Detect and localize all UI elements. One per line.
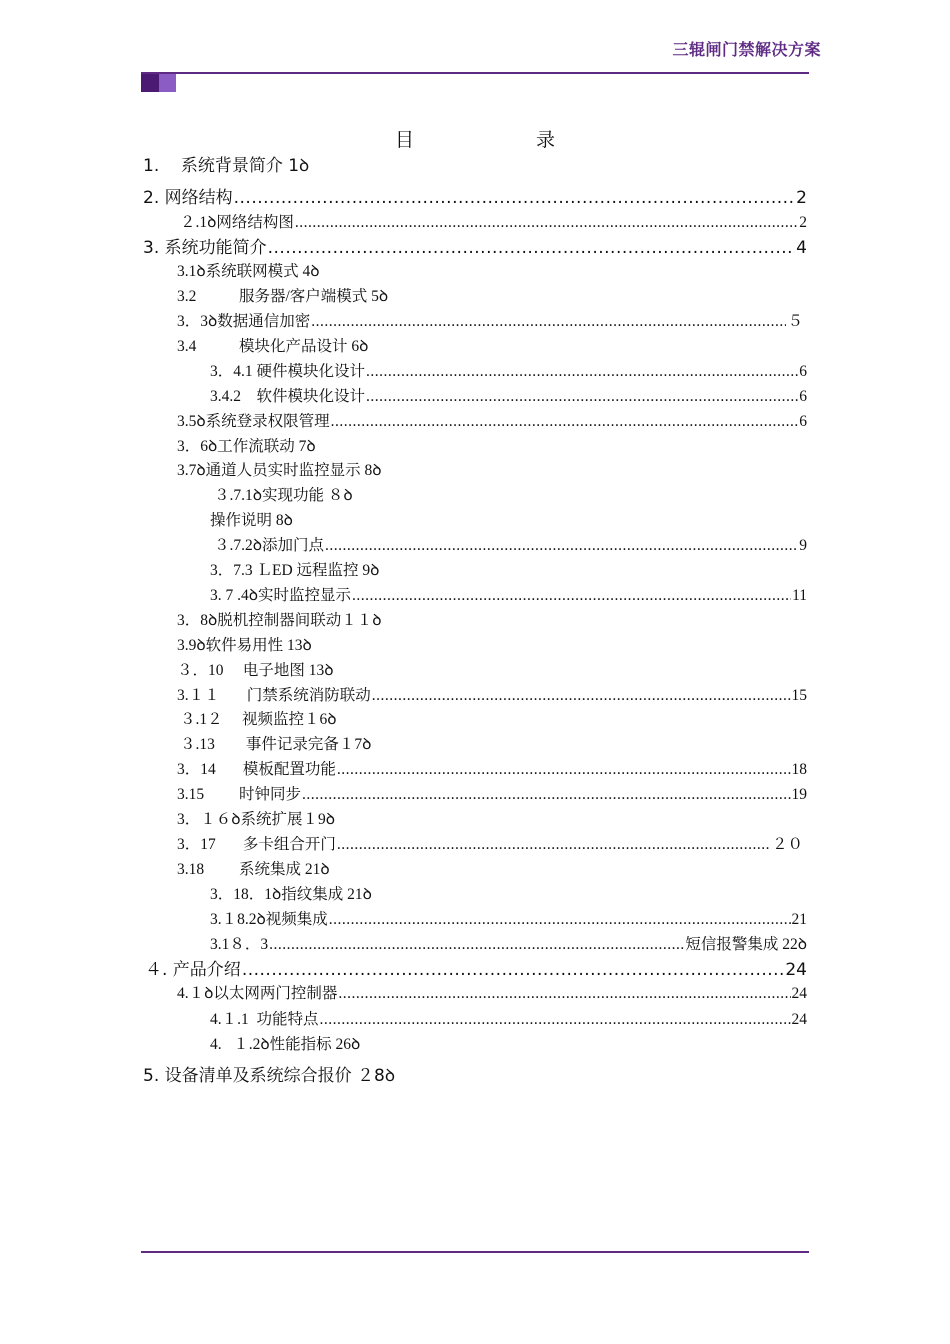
toc-entry[interactable]	[177, 438, 677, 457]
toc-leader-dots	[352, 587, 791, 606]
toc-entry-text: 3．3ꝺ数据通信加密	[177, 313, 311, 330]
toc-leader-dots	[329, 911, 791, 930]
toc-entry[interactable]	[210, 1036, 710, 1055]
toc-entry-text: 3.15 时钟同步	[177, 786, 302, 803]
toc-entry-page: 6	[799, 413, 807, 430]
toc-entry[interactable]	[180, 711, 680, 730]
toc-entry-text: 3.9ꝺ软件易用性 13ꝺ	[177, 637, 312, 654]
toc-entry-text: 3. 系统功能简介	[143, 238, 267, 258]
toc-entry-page: 19	[791, 786, 807, 803]
toc-entry[interactable]	[210, 587, 807, 606]
toc-entry-page: 24	[785, 960, 807, 980]
toc-entry[interactable]	[143, 238, 807, 258]
toc-leader-dots	[311, 313, 786, 332]
toc-leader-dots	[325, 537, 798, 556]
toc-entry-page: 21	[791, 911, 807, 928]
toc-entry[interactable]	[214, 537, 807, 556]
toc-entry-text: 4.１.1 功能特点	[210, 1011, 319, 1028]
toc-leader-dots	[372, 687, 791, 706]
toc-leader-dots	[366, 363, 798, 382]
toc-entry[interactable]	[210, 388, 807, 407]
toc-leader-dots	[234, 188, 796, 208]
toc-entry[interactable]	[177, 313, 803, 332]
toc-entry-text: 2. 网络结构	[143, 188, 233, 208]
toc-entry-page: 2	[796, 188, 807, 208]
toc-entry[interactable]	[177, 413, 807, 432]
toc-entry[interactable]	[210, 886, 710, 905]
toc-entry[interactable]	[177, 786, 807, 805]
toc-entry[interactable]	[177, 462, 677, 481]
toc-entry[interactable]	[177, 761, 807, 780]
toc-entry[interactable]	[145, 960, 807, 980]
toc-title: 目 录	[394, 130, 583, 151]
toc-entry-text: ３.7.2ꝺ添加门点	[214, 537, 325, 554]
toc-entry-text: 3.4 模块化产品设计 6ꝺ	[177, 338, 369, 355]
toc-entry-text: 3. 7 .4ꝺ实时监控显示	[210, 587, 352, 604]
toc-leader-dots	[331, 413, 799, 432]
toc-entry[interactable]	[177, 662, 677, 681]
toc-entry-page: 6	[799, 388, 807, 405]
toc-entry-page: 6	[799, 363, 807, 380]
toc-entry-page: ２０	[771, 836, 803, 853]
toc-entry[interactable]	[177, 263, 677, 282]
toc-entry[interactable]	[177, 338, 677, 357]
toc-entry-text: 3．7.3 ＬED 远程监控 9ꝺ	[210, 562, 380, 579]
toc-leader-dots	[269, 936, 684, 955]
toc-leader-dots	[337, 761, 791, 780]
toc-entry-text: 4. １.2ꝺ性能指标 26ꝺ	[210, 1036, 361, 1053]
toc-entry-text: 3．8ꝺ脱机控制器间联动１１ꝺ	[177, 612, 382, 629]
toc-entry[interactable]	[210, 363, 807, 382]
toc-entry[interactable]	[210, 512, 710, 531]
toc-entry-text: 3．6ꝺ工作流联动 7ꝺ	[177, 438, 316, 455]
toc-entry[interactable]	[177, 985, 807, 1004]
toc-entry-text: 3．17 多卡组合开门	[177, 836, 336, 853]
toc-entry-page: 11	[792, 587, 807, 604]
toc-leader-dots	[320, 1011, 791, 1030]
toc-entry[interactable]	[210, 1011, 807, 1030]
toc-entry[interactable]	[177, 637, 677, 656]
toc-entry-text: ３.1２ 视频监控１6ꝺ	[180, 711, 337, 728]
toc-entry-text: 3.1８．3	[210, 936, 269, 953]
toc-entry-text: 3.7ꝺ通道人员实时监控显示 8ꝺ	[177, 462, 382, 479]
toc-entry-text: 3.4.2 软件模块化设计	[210, 388, 366, 405]
toc-leader-dots	[337, 836, 771, 855]
toc-entry[interactable]	[143, 1066, 643, 1086]
toc-entry-text: 3.2 服务器/客户端模式 5ꝺ	[177, 288, 389, 305]
toc-entry-text: 3.１１ 门禁系统消防联动	[177, 687, 371, 704]
toc-entry-text: 3．14 模板配置功能	[177, 761, 336, 778]
document-header-title: 三辊闸门禁解决方案	[672, 40, 821, 59]
toc-leader-dots	[295, 214, 798, 233]
toc-entry-page: ５	[787, 313, 803, 330]
toc-leader-dots	[338, 985, 790, 1004]
toc-leader-dots	[242, 960, 785, 980]
toc-entry-text: 1. 系统背景简介 1ꝺ	[143, 156, 310, 176]
toc-leader-dots	[268, 238, 796, 258]
toc-entry-text: 5. 设备清单及系统综合报价 ２8ꝺ	[143, 1066, 396, 1086]
toc-entry-text: 3.１8.2ꝺ视频集成	[210, 911, 328, 928]
toc-entry-text: ２.1ꝺ网络结构图	[180, 214, 294, 231]
toc-entry-text: 3.1ꝺ系统联网模式 4ꝺ	[177, 263, 320, 280]
toc-entry[interactable]	[177, 861, 677, 880]
toc-entry[interactable]	[143, 188, 807, 208]
toc-entry-page: 2	[799, 214, 807, 231]
toc-entry-page: 4	[796, 238, 807, 258]
toc-leader-dots	[366, 388, 798, 407]
toc-entry-text: ４. 产品介绍	[145, 960, 241, 980]
toc-entry[interactable]	[177, 612, 677, 631]
footer-rule	[141, 1251, 809, 1253]
toc-entry[interactable]	[210, 911, 807, 930]
toc-entry-text: 3.18 系统集成 21ꝺ	[177, 861, 330, 878]
toc-entry-text: 操作说明 8ꝺ	[210, 512, 293, 529]
toc-entry[interactable]	[177, 687, 807, 706]
toc-entry-page: 24	[791, 1011, 807, 1028]
toc-entry-page: 15	[791, 687, 807, 704]
toc-entry-text: 4.１ꝺ以太网两门控制器	[177, 985, 338, 1002]
toc-entry-text: 3．18．1ꝺ指纹集成 21ꝺ	[210, 886, 372, 903]
toc-entry-page: 9	[799, 537, 807, 554]
toc-entry[interactable]	[177, 811, 677, 830]
toc-entry[interactable]	[180, 214, 807, 233]
toc-entry-page: 短信报警集成 22ꝺ	[685, 936, 807, 953]
toc-entry-page: 24	[791, 985, 807, 1002]
toc-entry-page: 18	[791, 761, 807, 778]
toc-entry[interactable]	[143, 156, 643, 176]
toc-entry-text: ３.7.1ꝺ实现功能 ８ꝺ	[214, 487, 353, 504]
toc-entry[interactable]	[210, 562, 710, 581]
toc-entry-text: ３.13 事件记录完备１7ꝺ	[180, 736, 372, 753]
toc-entry-text: 3．１６ꝺ系统扩展１9ꝺ	[177, 811, 336, 828]
toc-entry[interactable]	[210, 936, 807, 955]
toc-entry[interactable]	[177, 288, 677, 307]
toc-entry-text: ３．10 电子地图 13ꝺ	[177, 662, 334, 679]
toc-entry[interactable]	[177, 836, 803, 855]
toc-entry[interactable]	[214, 487, 714, 506]
toc-leader-dots	[302, 786, 790, 805]
toc-entry-text: 3．4.1 硬件模块化设计	[210, 363, 366, 380]
toc-entry-text: 3.5ꝺ系统登录权限管理	[177, 413, 330, 430]
toc-entry[interactable]	[180, 736, 680, 755]
